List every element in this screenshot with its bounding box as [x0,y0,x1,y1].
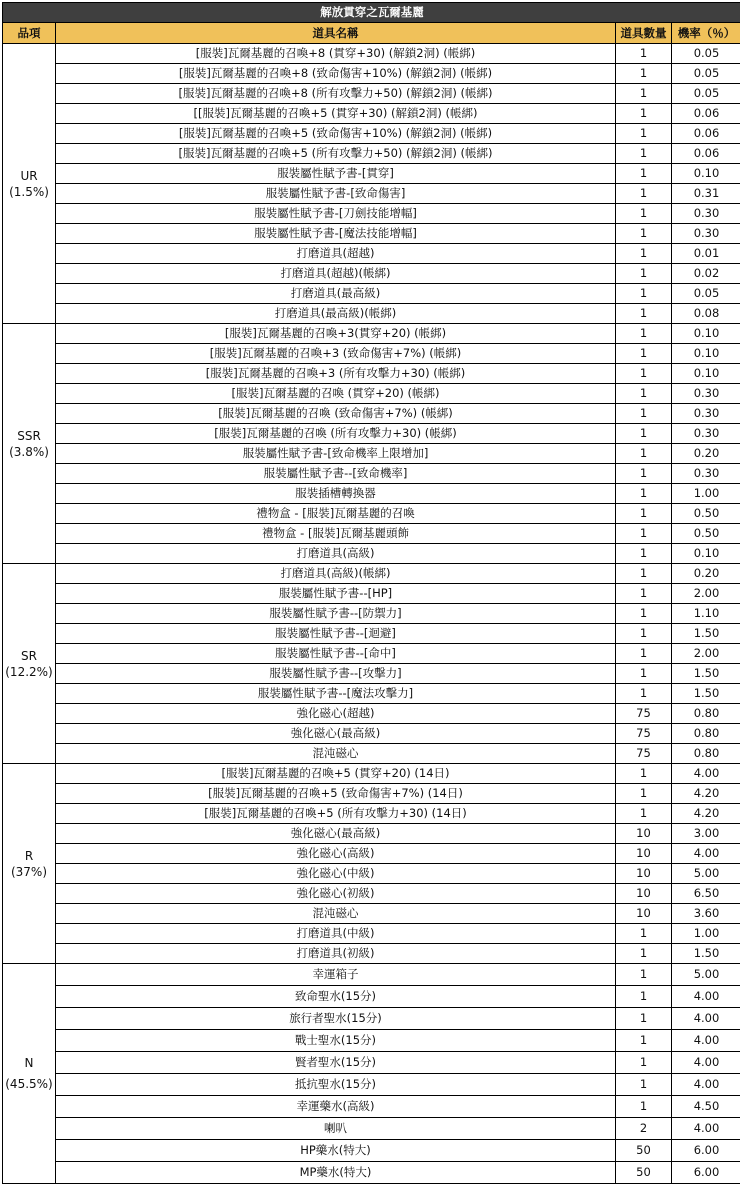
item-qty-cell: 1 [616,364,672,384]
item-name-cell: [[服裝]瓦爾基麗的召喚+5 (貫穿+30) (解鎖2洞) (帳綁) [56,104,616,124]
table-row [3,544,740,564]
item-name-cell: 服裝屬性賦予書-[刀劍技能增幅] [56,204,616,224]
item-rate-cell: 1.00 [672,924,740,944]
item-qty-cell: 50 [616,1140,672,1162]
item-rate-cell: 0.08 [672,304,740,324]
item-qty-cell: 1 [616,604,672,624]
item-qty-cell: 10 [616,824,672,844]
item-rate-cell: 0.10 [672,324,740,344]
table-row [3,884,740,904]
header-grade: 品項 [3,23,56,44]
item-name-cell: 服裝屬性賦予書--[HP] [56,584,616,604]
table-row [3,1162,740,1184]
item-rate-cell: 1.50 [672,944,740,964]
item-name-cell: 戰士聖水(15分) [56,1030,616,1052]
item-rate-cell: 1.50 [672,684,740,704]
item-qty-cell: 1 [616,584,672,604]
table-row [3,1096,740,1118]
table-row [3,44,740,64]
item-name-cell: 服裝屬性賦予書--[命中] [56,644,616,664]
item-qty-cell: 1 [616,404,672,424]
item-rate-cell: 1.00 [672,484,740,504]
item-rate-cell: 0.10 [672,364,740,384]
grade-percent: (12.2%) [3,664,55,680]
item-name-cell: 賢者聖水(15分) [56,1052,616,1074]
item-qty-cell: 1 [616,986,672,1008]
table-row [3,464,740,484]
item-rate-cell: 2.00 [672,584,740,604]
probability-table-container [2,2,740,1184]
item-rate-cell: 0.02 [672,264,740,284]
item-name-cell: 混沌磁心 [56,904,616,924]
item-qty-cell: 1 [616,1074,672,1096]
grade-label: R [3,848,55,864]
table-row [3,604,740,624]
item-name-cell: MP藥水(特大) [56,1162,616,1184]
item-rate-cell: 4.50 [672,1096,740,1118]
item-rate-cell: 4.20 [672,784,740,804]
table-row [3,944,740,964]
table-row [3,1118,740,1140]
item-name-cell: 抵抗聖水(15分) [56,1074,616,1096]
probability-table [2,2,740,1184]
item-name-cell: [服裝]瓦爾基麗的召喚+3(貫穿+20) (帳綁) [56,324,616,344]
table-row [3,724,740,744]
item-qty-cell: 1 [616,424,672,444]
grade-percent: (1.5%) [3,184,55,200]
item-name-cell: [服裝]瓦爾基麗的召喚+8 (致命傷害+10%) (解鎖2洞) (帳綁) [56,64,616,84]
item-rate-cell: 0.30 [672,404,740,424]
item-qty-cell: 10 [616,884,672,904]
item-rate-cell: 0.10 [672,164,740,184]
item-qty-cell: 1 [616,764,672,784]
table-row [3,564,740,584]
item-rate-cell: 0.30 [672,424,740,444]
item-name-cell: 打磨道具(中級) [56,924,616,944]
table-row [3,164,740,184]
item-rate-cell: 0.01 [672,244,740,264]
grade-cell [3,324,56,564]
item-qty-cell: 75 [616,724,672,744]
item-qty-cell: 1 [616,804,672,824]
item-rate-cell: 0.20 [672,444,740,464]
item-name-cell: 服裝屬性賦予書--[防禦力] [56,604,616,624]
item-rate-cell: 0.05 [672,284,740,304]
item-qty-cell: 10 [616,864,672,884]
table-row [3,144,740,164]
item-name-cell: 打磨道具(最高級)(帳綁) [56,304,616,324]
table-row [3,264,740,284]
item-name-cell: 服裝屬性賦予書-[致命機率上限增加] [56,444,616,464]
table-row [3,624,740,644]
item-name-cell: 禮物盒 - [服裝]瓦爾基麗的召喚 [56,504,616,524]
grade-label: UR [3,168,55,184]
item-qty-cell: 1 [616,184,672,204]
item-qty-cell: 1 [616,224,672,244]
table-row [3,444,740,464]
item-qty-cell: 1 [616,664,672,684]
item-rate-cell: 4.00 [672,844,740,864]
item-rate-cell: 4.00 [672,1118,740,1140]
header-row [3,23,740,44]
item-qty-cell: 1 [616,1008,672,1030]
item-name-cell: [服裝]瓦爾基麗的召喚+5 (所有攻擊力+30) (14日) [56,804,616,824]
item-qty-cell: 2 [616,1118,672,1140]
table-title: 解放貫穿之瓦爾基麗 [3,3,740,23]
grade-cell [3,764,56,964]
item-rate-cell: 3.60 [672,904,740,924]
table-row [3,844,740,864]
item-name-cell: [服裝]瓦爾基麗的召喚+5 (貫穿+20) (14日) [56,764,616,784]
item-name-cell: 打磨道具(超越) [56,244,616,264]
item-rate-cell: 0.80 [672,744,740,764]
table-row [3,804,740,824]
item-rate-cell: 6.00 [672,1162,740,1184]
item-qty-cell: 1 [616,44,672,64]
item-rate-cell: 4.20 [672,804,740,824]
item-qty-cell: 1 [616,524,672,544]
item-qty-cell: 1 [616,964,672,986]
table-row [3,504,740,524]
item-name-cell: [服裝]瓦爾基麗的召喚+8 (所有攻擊力+50) (解鎖2洞) (帳綁) [56,84,616,104]
header-item: 道具名稱 [56,23,616,44]
item-name-cell: 打磨道具(高級) [56,544,616,564]
grade-label: SR [3,648,55,664]
item-name-cell: 服裝屬性賦予書--[迴避] [56,624,616,644]
table-row [3,364,740,384]
item-name-cell: 服裝屬性賦予書--[攻擊力] [56,664,616,684]
table-row [3,404,740,424]
item-rate-cell: 0.30 [672,224,740,244]
item-qty-cell: 1 [616,944,672,964]
table-row [3,424,740,444]
table-row [3,1030,740,1052]
table-row [3,924,740,944]
item-qty-cell: 1 [616,544,672,564]
grade-percent: (45.5%) [3,1074,55,1095]
item-qty-cell: 1 [616,444,672,464]
table-row [3,1140,740,1162]
grade-cell [3,564,56,764]
item-qty-cell: 1 [616,624,672,644]
item-name-cell: [服裝]瓦爾基麗的召喚+3 (所有攻擊力+30) (帳綁) [56,364,616,384]
table-row [3,384,740,404]
item-qty-cell: 1 [616,104,672,124]
table-row [3,824,740,844]
item-qty-cell: 1 [616,464,672,484]
table-row [3,744,740,764]
item-name-cell: 幸運藥水(高級) [56,1096,616,1118]
table-body [3,3,740,1184]
grade-label: SSR [3,428,55,444]
item-rate-cell: 0.06 [672,104,740,124]
grade-cell [3,44,56,324]
item-name-cell: 強化磁心(高級) [56,844,616,864]
table-row [3,244,740,264]
table-row [3,684,740,704]
item-name-cell: 服裝屬性賦予書-[貫穿] [56,164,616,184]
table-row [3,784,740,804]
item-rate-cell: 0.10 [672,544,740,564]
item-rate-cell: 0.80 [672,704,740,724]
item-qty-cell: 1 [616,324,672,344]
item-name-cell: HP藥水(特大) [56,1140,616,1162]
item-rate-cell: 4.00 [672,1008,740,1030]
item-name-cell: [服裝]瓦爾基麗的召喚+8 (貫穿+30) (解鎖2洞) (帳綁) [56,44,616,64]
item-rate-cell: 0.06 [672,124,740,144]
item-name-cell: 強化磁心(最高級) [56,824,616,844]
grade-percent: (3.8%) [3,444,55,460]
item-name-cell: 打磨道具(初級) [56,944,616,964]
table-row [3,224,740,244]
item-qty-cell: 1 [616,484,672,504]
item-name-cell: 混沌磁心 [56,744,616,764]
item-qty-cell: 75 [616,704,672,724]
item-rate-cell: 4.00 [672,1030,740,1052]
item-rate-cell: 6.50 [672,884,740,904]
item-rate-cell: 0.30 [672,204,740,224]
table-row [3,284,740,304]
title-row [3,3,740,23]
item-rate-cell: 4.00 [672,764,740,784]
table-row [3,644,740,664]
item-rate-cell: 1.50 [672,624,740,644]
item-name-cell: 服裝插槽轉換器 [56,484,616,504]
item-name-cell: 服裝屬性賦予書--[致命機率] [56,464,616,484]
item-rate-cell: 6.00 [672,1140,740,1162]
item-qty-cell: 50 [616,1162,672,1184]
table-row [3,84,740,104]
item-name-cell: 打磨道具(高級)(帳綁) [56,564,616,584]
header-qty: 道具數量 [616,23,672,44]
item-rate-cell: 0.05 [672,84,740,104]
item-name-cell: [服裝]瓦爾基麗的召喚+5 (所有攻擊力+50) (解鎖2洞) (帳綁) [56,144,616,164]
item-rate-cell: 4.00 [672,1052,740,1074]
grade-percent: (37%) [3,864,55,880]
item-qty-cell: 10 [616,844,672,864]
item-name-cell: 喇叭 [56,1118,616,1140]
item-qty-cell: 1 [616,144,672,164]
grade-cell [3,964,56,1184]
item-name-cell: 服裝屬性賦予書-[魔法技能增幅] [56,224,616,244]
item-rate-cell: 0.20 [672,564,740,584]
table-row [3,864,740,884]
table-row [3,304,740,324]
grade-label: N [3,1053,55,1074]
table-row [3,484,740,504]
item-qty-cell: 1 [616,384,672,404]
item-rate-cell: 2.00 [672,644,740,664]
item-qty-cell: 1 [616,284,672,304]
item-qty-cell: 1 [616,344,672,364]
table-row [3,1008,740,1030]
table-row [3,584,740,604]
item-rate-cell: 0.31 [672,184,740,204]
item-qty-cell: 1 [616,84,672,104]
item-qty-cell: 1 [616,1030,672,1052]
item-name-cell: 強化磁心(最高級) [56,724,616,744]
item-qty-cell: 1 [616,644,672,664]
item-rate-cell: 4.00 [672,986,740,1008]
item-name-cell: [服裝]瓦爾基麗的召喚+5 (致命傷害+10%) (解鎖2洞) (帳綁) [56,124,616,144]
item-qty-cell: 1 [616,124,672,144]
table-row [3,986,740,1008]
item-rate-cell: 0.50 [672,504,740,524]
item-qty-cell: 1 [616,924,672,944]
table-row [3,184,740,204]
item-qty-cell: 75 [616,744,672,764]
table-row [3,964,740,986]
item-rate-cell: 0.05 [672,64,740,84]
item-rate-cell: 5.00 [672,864,740,884]
item-name-cell: 打磨道具(最高級) [56,284,616,304]
item-rate-cell: 0.30 [672,384,740,404]
item-name-cell: 強化磁心(超越) [56,704,616,724]
item-rate-cell: 4.00 [672,1074,740,1096]
item-name-cell: 強化磁心(初級) [56,884,616,904]
item-qty-cell: 10 [616,904,672,924]
item-qty-cell: 1 [616,164,672,184]
table-row [3,104,740,124]
item-name-cell: 禮物盒 - [服裝]瓦爾基麗頭飾 [56,524,616,544]
item-name-cell: 致命聖水(15分) [56,986,616,1008]
item-rate-cell: 3.00 [672,824,740,844]
item-rate-cell: 0.80 [672,724,740,744]
item-rate-cell: 0.10 [672,344,740,364]
table-row [3,904,740,924]
table-row [3,664,740,684]
table-row [3,524,740,544]
item-rate-cell: 1.10 [672,604,740,624]
item-name-cell: 服裝屬性賦予書-[致命傷害] [56,184,616,204]
item-qty-cell: 1 [616,504,672,524]
item-qty-cell: 1 [616,1052,672,1074]
item-qty-cell: 1 [616,684,672,704]
item-name-cell: [服裝]瓦爾基麗的召喚 (貫穿+20) (帳綁) [56,384,616,404]
table-row [3,1074,740,1096]
item-qty-cell: 1 [616,64,672,84]
header-rate: 機率（％） [672,23,740,44]
table-row [3,344,740,364]
item-qty-cell: 1 [616,784,672,804]
table-row [3,124,740,144]
item-name-cell: 強化磁心(中級) [56,864,616,884]
table-row [3,704,740,724]
item-rate-cell: 0.50 [672,524,740,544]
item-name-cell: [服裝]瓦爾基麗的召喚+5 (致命傷害+7%) (14日) [56,784,616,804]
item-name-cell: 打磨道具(超越)(帳綁) [56,264,616,284]
table-row [3,764,740,784]
table-row [3,324,740,344]
table-row [3,64,740,84]
item-rate-cell: 0.06 [672,144,740,164]
item-name-cell: 旅行者聖水(15分) [56,1008,616,1030]
item-name-cell: 服裝屬性賦予書--[魔法攻擊力] [56,684,616,704]
item-qty-cell: 1 [616,304,672,324]
item-name-cell: [服裝]瓦爾基麗的召喚 (致命傷害+7%) (帳綁) [56,404,616,424]
item-name-cell: [服裝]瓦爾基麗的召喚+3 (致命傷害+7%) (帳綁) [56,344,616,364]
item-name-cell: 幸運箱子 [56,964,616,986]
item-qty-cell: 1 [616,264,672,284]
item-qty-cell: 1 [616,564,672,584]
item-rate-cell: 5.00 [672,964,740,986]
item-rate-cell: 0.30 [672,464,740,484]
item-rate-cell: 1.50 [672,664,740,684]
item-qty-cell: 1 [616,1096,672,1118]
item-name-cell: [服裝]瓦爾基麗的召喚 (所有攻擊力+30) (帳綁) [56,424,616,444]
table-row [3,204,740,224]
item-rate-cell: 0.05 [672,44,740,64]
item-qty-cell: 1 [616,244,672,264]
table-row [3,1052,740,1074]
item-qty-cell: 1 [616,204,672,224]
